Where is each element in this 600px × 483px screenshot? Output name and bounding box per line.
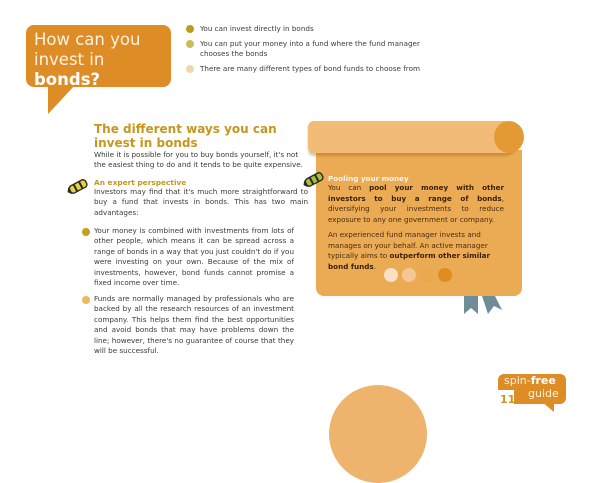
decorative-dot-icon — [402, 268, 416, 282]
decorative-dot-icon — [384, 268, 398, 282]
title-line-3: bonds? — [34, 70, 101, 89]
card-bold-text: pool your money with other investors to buy a range of bonds — [328, 183, 504, 203]
pencil-icon — [66, 178, 92, 194]
card-scroll-header — [308, 121, 520, 153]
decorative-dot-icon — [438, 268, 452, 282]
card-text: You can — [328, 183, 370, 192]
bullet-dot-icon — [186, 25, 194, 33]
decorative-dot-icon — [420, 268, 434, 282]
bullet-dot-icon — [186, 40, 194, 48]
expert-perspective-text: Investors may find that it's much more straightforward to buy a fund that invests in bonds. This has two main advantages: — [94, 187, 308, 217]
card-paragraph-2 — [328, 230, 504, 272]
bullet-dot-icon — [186, 65, 194, 73]
logo-guide: guide — [528, 387, 559, 400]
card-text: . — [373, 261, 376, 271]
logo-bubble-tail — [542, 402, 554, 412]
intro-bullet — [186, 24, 446, 34]
bullet-dot-icon — [82, 228, 90, 236]
intro-bullet-text: There are many different types of bond funds to choose from — [200, 64, 420, 73]
intro-bullet — [186, 64, 446, 74]
section-heading: The different ways you can invest in bonds — [94, 122, 277, 150]
title-line-2: invest in — [34, 50, 105, 69]
advantage-bullet-2: Funds are normally managed by professionals who are backed by all the research resources of an investment company. This helps them find the best opportunities and avoid bonds that may have problems down the line; however, there's no guarantee of course that they will be successful. — [94, 294, 294, 356]
card-text: , diversifying your investments to reduce exposure to any one government or company. — [328, 193, 504, 224]
expert-perspective-title: An expert perspective — [94, 178, 187, 187]
card-bold-text: outperform other similar bond funds — [328, 251, 491, 271]
scroll-roll-icon — [494, 121, 524, 153]
decorative-semicircle — [329, 385, 427, 483]
lead-paragraph: While it is possible for you to buy bonds yourself, it's not the easiest thing to do and it tends to be quite expensive. — [94, 150, 303, 170]
logo-text-bold: free — [530, 374, 556, 387]
intro-bullet — [186, 39, 446, 59]
intro-bullet-text: You can put your money into a fund where the fund manager chooses the bonds — [200, 39, 420, 58]
logo-spin-free — [504, 374, 556, 387]
intro-bullet-text: You can invest directly in bonds — [200, 24, 314, 33]
intro-bullet-list — [186, 24, 446, 79]
title-line-1: How can you — [34, 30, 141, 49]
card-title: Pooling your money — [328, 174, 409, 183]
bullet-dot-icon — [82, 296, 90, 304]
logo-text: spin- — [504, 374, 531, 387]
card-paragraph-1 — [328, 183, 504, 225]
pencil-icon — [302, 171, 328, 187]
page-title — [34, 30, 169, 90]
card-text: An experienced fund manager invests and manages on your behalf. An active manager typically aims to — [328, 230, 488, 261]
advantage-bullet-1: Your money is combined with investments from lots of other people, which means it can be spread across a range of bonds in a way that you just couldn't do if you were investing on your own. Because of the mix of investments, however, bond funds cannot promise a fixed income over time. — [94, 226, 294, 288]
page-number: 11 — [500, 393, 516, 406]
